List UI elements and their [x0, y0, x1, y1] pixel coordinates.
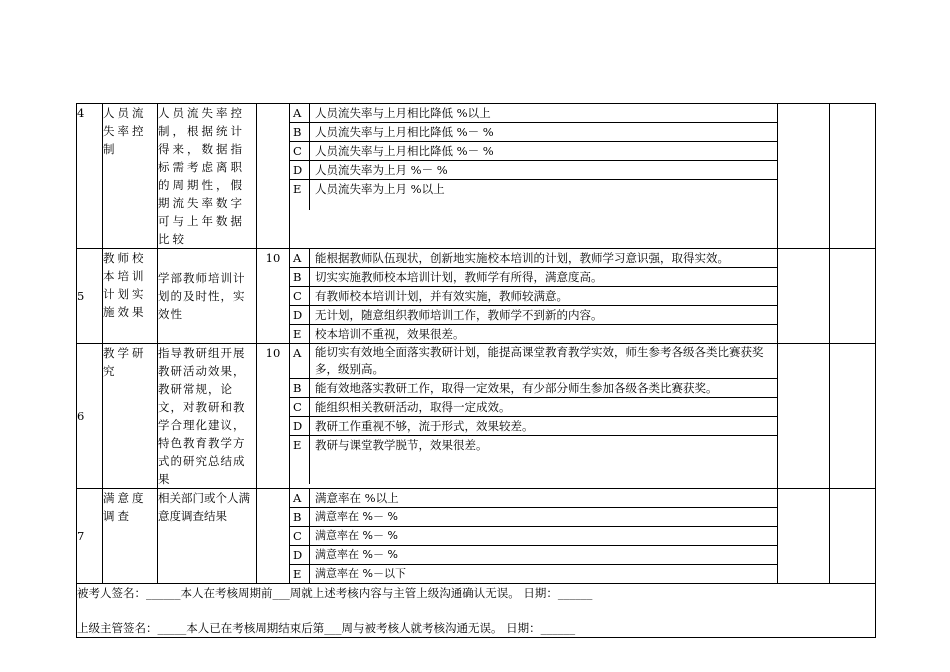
empty-cell	[830, 489, 876, 584]
empty-cell	[778, 249, 830, 344]
grade-row	[290, 268, 777, 287]
assessment-table	[76, 103, 876, 638]
grade-text: 能有效地落实教研工作，取得一定效果，有少部分师生参加各级各类比赛获奖。	[310, 379, 778, 398]
row-description: 相关部门或个人满意度调查结果	[158, 489, 257, 584]
table-row-5	[77, 249, 876, 344]
grade-letter: C	[290, 398, 310, 417]
row-score	[257, 104, 290, 249]
row-number: 5	[77, 249, 103, 344]
grade-row	[290, 489, 777, 508]
grade-row	[290, 161, 777, 180]
grade-letter: C	[290, 287, 310, 306]
row-description: 人员流失率控制，根据统计得来，数据指标需考虑离职的周期性，假期流失率数字可与上年数据比较	[158, 104, 257, 249]
grade-letter: D	[290, 306, 310, 325]
examinee-signature-line: 被考人签名：______本人在考核周期前___周就上述考核内容与主管上级沟通确认无误。 日期：______	[77, 586, 593, 600]
grade-letter: A	[290, 249, 310, 268]
grade-letter: B	[290, 508, 310, 527]
empty-cell	[830, 344, 876, 489]
grade-list	[290, 249, 778, 344]
grade-row	[290, 398, 777, 417]
grade-letter: B	[290, 123, 310, 142]
grade-text: 人员流失率与上月相比降低 %以上	[310, 104, 778, 123]
grade-text: 人员流失率为上月 %－ %	[310, 161, 778, 180]
grade-row	[290, 249, 777, 268]
grade-letter: E	[290, 325, 310, 344]
grade-letter: D	[290, 161, 310, 180]
grade-text: 校本培训不重视，效果很差。	[315, 327, 465, 341]
grade-letter: A	[290, 104, 310, 123]
grade-text: 有教师校本培训计划，并有效实施，教师较满意。	[310, 287, 778, 306]
grade-row	[290, 508, 777, 527]
grade-letter: A	[290, 489, 310, 508]
grade-text: 教研与课堂教学脱节，效果很差。	[315, 438, 488, 452]
grade-text: 满意率在 %以上	[310, 489, 778, 508]
grade-text: 能切实有效地全面落实教研计划，能提高课堂教育教学实效，师生参考各级各类比赛获奖多，级别高。	[310, 344, 778, 379]
grade-row	[290, 565, 777, 584]
grade-list	[290, 104, 778, 249]
row-score	[257, 489, 290, 584]
empty-cell	[778, 104, 830, 249]
grade-text: 人员流失率为上月 %以上	[315, 182, 445, 196]
row-item: 教师校本培训计划实施效果	[103, 249, 158, 344]
row-item: 满意度调查	[103, 489, 158, 584]
grade-text: 能组织相关教研活动，取得一定成效。	[310, 398, 778, 417]
signature-cell	[77, 584, 876, 638]
spacer	[77, 602, 875, 619]
supervisor-signature-line: 上级主管签名：_____本人已在考核周期结束后第___周与被考核人就考核沟通无误。 日期：______	[77, 621, 576, 635]
table-row-4	[77, 104, 876, 249]
row-number: 7	[77, 489, 103, 584]
row-description: 学部教师培训计划的及时性，实效性	[158, 249, 257, 344]
grade-letter: B	[290, 379, 310, 398]
grade-letter: C	[290, 142, 310, 161]
signature-row	[77, 584, 876, 638]
grade-row	[290, 142, 777, 161]
grade-row	[290, 306, 777, 325]
grade-text: 教研工作重视不够，流于形式，效果较差。	[310, 417, 778, 436]
grade-row	[290, 344, 777, 379]
row-description: 指导教研组开展教研活动效果，教研常规，论文，对教研和教学合理化建议，特色教育教学方式的研究总结成果	[158, 344, 257, 489]
grade-row	[290, 180, 777, 211]
grade-row	[290, 104, 777, 123]
row-score: 10	[257, 249, 290, 344]
grade-letter: D	[290, 546, 310, 565]
row-item: 人员流失率控制	[103, 104, 158, 249]
grade-letter: D	[290, 417, 310, 436]
grade-row	[290, 546, 777, 565]
grade-list	[290, 344, 778, 489]
row-number: 4	[77, 104, 103, 249]
table-row-6	[77, 344, 876, 489]
grade-row	[290, 123, 777, 142]
row-item: 教学研究	[103, 344, 158, 489]
grade-text: 能根据教师队伍现状，创新地实施校本培训的计划，教师学习意识强，取得实效。	[310, 249, 778, 268]
grade-row	[290, 287, 777, 306]
grade-row	[290, 325, 777, 344]
grade-letter: E	[290, 180, 310, 211]
grade-text: 满意率在 %－ %	[310, 508, 778, 527]
grade-row	[290, 417, 777, 436]
grade-row	[290, 379, 777, 398]
grade-text: 满意率在 %－ %	[310, 527, 778, 546]
grade-text: 人员流失率与上月相比降低 %－ %	[310, 142, 778, 161]
grade-letter: A	[290, 344, 310, 379]
row-number: 6	[77, 344, 103, 489]
grade-letter: E	[290, 565, 310, 584]
grade-text: 满意率在 %－ %	[310, 546, 778, 565]
grade-letter: E	[290, 436, 310, 485]
grade-row	[290, 527, 777, 546]
grade-text: 人员流失率与上月相比降低 %－ %	[310, 123, 778, 142]
grade-list	[290, 489, 778, 584]
empty-cell	[830, 104, 876, 249]
empty-cell	[830, 249, 876, 344]
row-score: 10	[257, 344, 290, 489]
grade-letter: C	[290, 527, 310, 546]
grade-letter: B	[290, 268, 310, 287]
grade-text: 无计划，随意组织教师培训工作，教师学不到新的内容。	[310, 306, 778, 325]
table-row-7	[77, 489, 876, 584]
grade-row	[290, 436, 777, 485]
empty-cell	[778, 489, 830, 584]
grade-text: 满意率在 %－以下	[315, 567, 406, 580]
grade-text: 切实实施教师校本培训计划，教师学有所得，满意度高。	[310, 268, 778, 287]
empty-cell	[778, 344, 830, 489]
